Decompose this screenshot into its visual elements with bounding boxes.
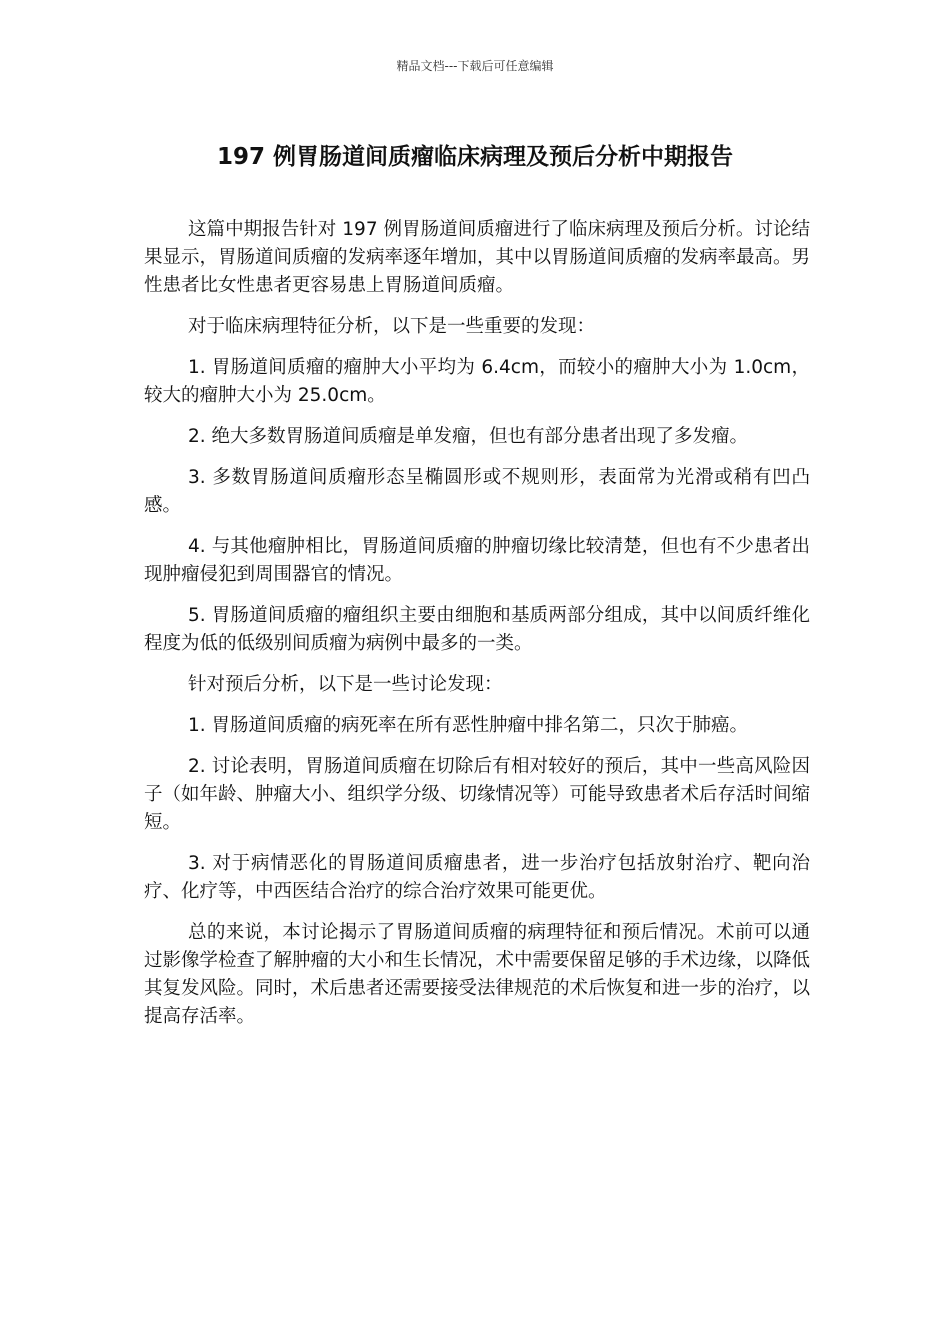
document-title: 197 例胃肠道间质瘤临床病理及预后分析中期报告 bbox=[216, 144, 734, 170]
prognosis-finding-1: 1. 胃肠道间质瘤的病死率在所有恶性肿瘤中排名第二，只次于肺癌。 bbox=[188, 715, 749, 736]
clinical-finding-2: 2. 绝大多数胃肠道间质瘤是单发瘤，但也有部分患者出现了多发瘤。 bbox=[188, 426, 749, 447]
clinical-finding-1: 1. 胃肠道间质瘤的瘤肿大小平均为 6.4cm，而较小的瘤肿大小为 1.0cm，较大的瘤肿大小为 25.0cm。 bbox=[144, 357, 810, 406]
prognosis-section-intro: 针对预后分析，以下是一些讨论发现： bbox=[188, 674, 503, 695]
clinical-finding-3: 3. 多数胃肠道间质瘤形态呈椭圆形或不规则形，表面常为光滑或稍有凹凸感。 bbox=[144, 467, 810, 516]
conclusion-paragraph: 总的来说，本讨论揭示了胃肠道间质瘤的病理特征和预后情况。术前可以通过影像学检查了解肿瘤的大小和生长情况，术中需要保留足够的手术边缘，以降低其复发风险。同时，术后患者还需要接受法律规范的术后恢复和进一步的治疗，以提高存活率。 bbox=[144, 922, 811, 1027]
intro-paragraph: 这篇中期报告针对 197 例胃肠道间质瘤进行了临床病理及预后分析。讨论结果显示，胃肠道间质瘤的发病率逐年增加，其中以胃肠道间质瘤的发病率最高。男性患者比女性患者更容易患上胃肠道间质瘤。 bbox=[144, 219, 811, 296]
document-body bbox=[144, 216, 810, 1044]
clinical-finding-4: 4. 与其他瘤肿相比，胃肠道间质瘤的肿瘤切缘比较清楚，但也有不少患者出现肿瘤侵犯到周围器官的情况。 bbox=[144, 536, 810, 585]
prognosis-finding-2: 2. 讨论表明，胃肠道间质瘤在切除后有相对较好的预后，其中一些高风险因子（如年龄、肿瘤大小、组织学分级、切缘情况等）可能导致患者术后存活时间缩短。 bbox=[144, 756, 811, 833]
clinical-finding-5: 5. 胃肠道间质瘤的瘤组织主要由细胞和基质两部分组成，其中以间质纤维化程度为低的低级别间质瘤为病例中最多的一类。 bbox=[144, 605, 810, 654]
page-header-note: 精品文档---下载后可任意编辑 bbox=[396, 59, 554, 73]
clinical-section-intro: 对于临床病理特征分析，以下是一些重要的发现： bbox=[188, 316, 596, 337]
prognosis-finding-3: 3. 对于病情恶化的胃肠道间质瘤患者，进一步治疗包括放射治疗、靶向治疗、化疗等，中西医结合治疗的综合治疗效果可能更优。 bbox=[144, 853, 810, 902]
